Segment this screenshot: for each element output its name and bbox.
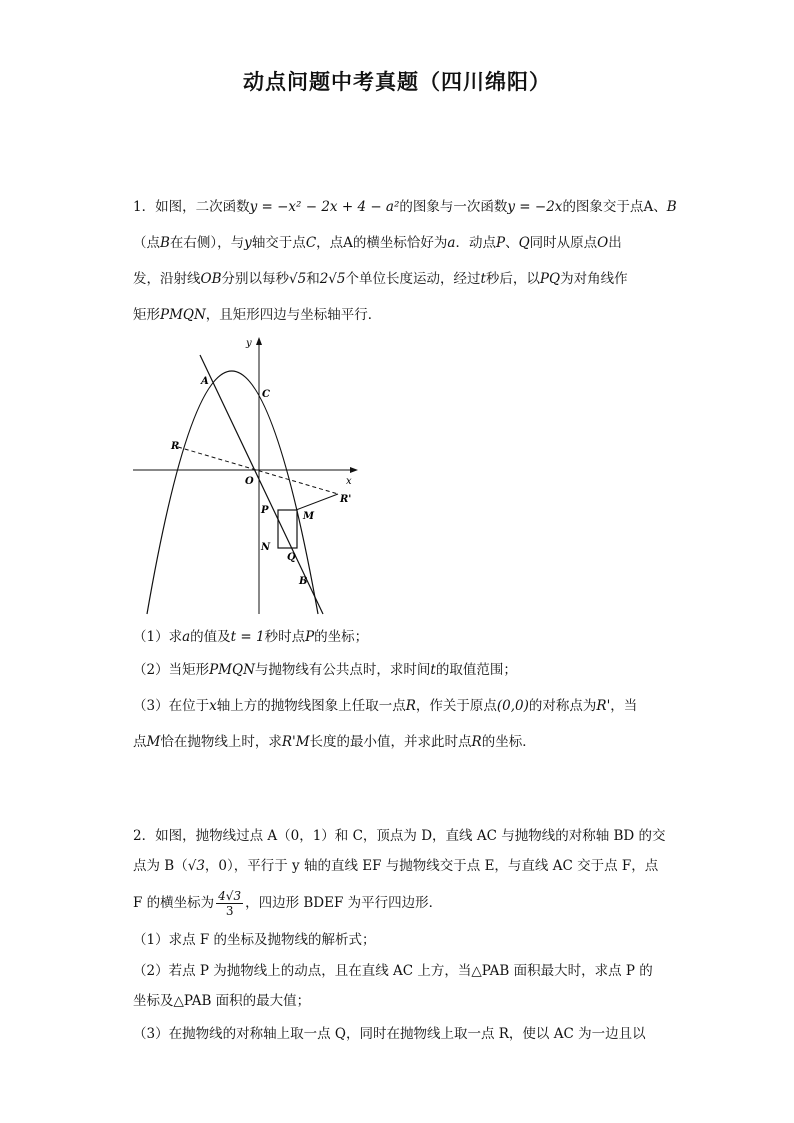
- page-title: 动点问题中考真题（四川绵阳）: [243, 70, 551, 94]
- q2-text: ，0），平行于 y 轴的直线 EF 与抛物线交于点 E，与直线 AC 交于点 F，点: [204, 858, 659, 874]
- q1-line-1: [133, 197, 677, 217]
- rectangle-pmqn: [278, 510, 297, 548]
- fraction-numerator: 4√3: [218, 889, 242, 903]
- q2-line-1: 2．如图，抛物线过点 A（0，1）和 C，顶点为 D，直线 AC 与抛物线的对称轴 BD 的交: [133, 828, 666, 844]
- q1-sub-1: [133, 627, 368, 647]
- q2-line-3: [133, 886, 442, 920]
- q2-sub-1: （1）求点 F 的坐标及抛物线的解析式；: [133, 932, 376, 948]
- math-expr: √5: [289, 271, 307, 287]
- label-a: A: [201, 376, 209, 387]
- q1-text: 秒时点: [264, 629, 306, 645]
- label-m: M: [303, 511, 315, 522]
- q1-text: 的坐标．: [481, 734, 536, 750]
- q1-figure: [125, 330, 365, 620]
- q1-text: 发，沿射线: [133, 271, 201, 287]
- q1-text: （2）当矩形: [133, 662, 210, 678]
- q1-text: 的值及: [190, 629, 231, 645]
- label-p: P: [261, 505, 269, 516]
- q1-sub-2: [133, 660, 517, 680]
- segment-rm: [296, 494, 338, 510]
- math-var: R: [471, 734, 482, 750]
- q1-line-3: [133, 269, 628, 289]
- label-b: B: [299, 576, 308, 587]
- math-expr: t = 1: [230, 629, 265, 645]
- math-var: y: [244, 235, 252, 251]
- q1-text: 秒后，以: [485, 271, 540, 287]
- math-var: P: [305, 629, 315, 645]
- q2-text: ，四边形 BDEF 为平行四边形．: [245, 895, 443, 911]
- q1-text: ，且矩形四边与坐标轴平行．: [205, 307, 382, 323]
- math-expr: (0,0): [496, 698, 529, 714]
- math-var: Q: [518, 235, 530, 251]
- math-var: R': [596, 698, 611, 714]
- q1-text: ，点A的横坐标恰好为: [316, 235, 448, 251]
- math-var: PQ: [539, 271, 561, 287]
- math-var: x: [209, 698, 217, 714]
- fraction: [216, 889, 243, 918]
- q1-line-2: [133, 233, 622, 253]
- linear-equation: y = −2x: [507, 199, 563, 215]
- label-r-prime: R': [340, 494, 352, 505]
- math-var: B: [160, 235, 170, 251]
- math-var: R: [405, 698, 416, 714]
- q1-text: 同时从原点: [529, 235, 598, 251]
- math-var: t: [480, 271, 486, 287]
- math-var: O: [597, 235, 609, 251]
- math-var: OB: [200, 271, 222, 287]
- q1-text: 轴交于点: [251, 235, 306, 251]
- math-var: M: [146, 734, 161, 750]
- q2-text: 点为 B（: [133, 858, 188, 874]
- q1-text: 在右侧），与: [169, 235, 245, 251]
- point-b-label: B: [666, 199, 677, 215]
- label-r: R: [171, 441, 180, 452]
- q1-sub-3-line-2: [133, 732, 536, 752]
- q1-text: 点: [133, 734, 147, 750]
- q2-sub-3: （3）在抛物线的对称轴上取一点 Q，同时在抛物线上取一点 R，使以 AC 为一边且以: [133, 1026, 646, 1042]
- q1-text: （点: [133, 235, 160, 251]
- label-y: y: [246, 338, 252, 349]
- label-o: O: [245, 476, 254, 487]
- q1-text: 分别以每秒: [221, 271, 289, 287]
- q1-text: ，当: [610, 698, 638, 714]
- q2-sub-2-line-2: 坐标及△PAB 面积的最大值；: [133, 993, 311, 1009]
- math-var: R'M: [281, 734, 310, 750]
- q1-text: 个单位长度运动，经过: [345, 271, 481, 287]
- q1-text: 和: [306, 271, 320, 287]
- q1-text: （1）求: [133, 629, 183, 645]
- separator: 、: [505, 235, 519, 251]
- math-var: a: [447, 235, 456, 251]
- math-var: P: [495, 235, 506, 251]
- math-expr: √3: [187, 858, 205, 874]
- fraction-denominator: 3: [225, 904, 234, 918]
- q1-text: 恰在抛物线上时，求: [160, 734, 282, 750]
- point-a-label: A: [643, 199, 654, 215]
- math-var: PMQN: [160, 307, 206, 323]
- q2-line-2: [133, 856, 658, 876]
- label-q: Q: [287, 552, 296, 563]
- separator: 、: [653, 199, 667, 215]
- q2-sub-2-line-1: （2）若点 P 为抛物线上的动点，且在直线 AC 上方，当△PAB 面积最大时，求点 P 的: [133, 963, 653, 979]
- q1-line-4: [133, 305, 381, 325]
- q1-text: 长度的最小值，并求此时点: [309, 734, 472, 750]
- q1-text: 出: [608, 235, 622, 251]
- q1-text: 轴上方的抛物线图象上任取一点: [216, 698, 406, 714]
- quadratic-equation: y = −x² − 2x + 4 − a²: [249, 199, 400, 215]
- q1-text: 的对称点为: [528, 698, 597, 714]
- q1-text: （3）在位于: [133, 698, 210, 714]
- q1-text: 为对角线作: [560, 271, 628, 287]
- q1-text: 矩形: [133, 307, 160, 323]
- q1-text: ．动点: [455, 235, 496, 251]
- q1-intro: 1．如图，二次函数: [133, 199, 250, 215]
- math-expr: 2√5: [319, 271, 346, 287]
- q1-text: 与抛物线有公共点时，求时间: [254, 662, 431, 678]
- q1-text: 的坐标；: [314, 629, 369, 645]
- x-axis-arrow-icon: [350, 467, 358, 473]
- q2-text: F 的横坐标为: [133, 895, 215, 911]
- q1-sub-3-line-1: [133, 696, 637, 716]
- math-var: C: [305, 235, 317, 251]
- q1-text: 的图象与一次函数: [399, 199, 508, 215]
- math-var: a: [182, 629, 191, 645]
- y-axis-arrow-icon: [256, 337, 262, 345]
- q1-text: ，作关于原点: [415, 698, 497, 714]
- q1-text: 的取值范围；: [435, 662, 517, 678]
- parabola-curve: [147, 371, 318, 614]
- label-n: N: [261, 542, 271, 553]
- math-var: PMQN: [209, 662, 255, 678]
- label-c: C: [262, 389, 270, 400]
- label-x: x: [346, 476, 352, 487]
- q1-text: 的图象交于点: [562, 199, 644, 215]
- math-var: t: [430, 662, 436, 678]
